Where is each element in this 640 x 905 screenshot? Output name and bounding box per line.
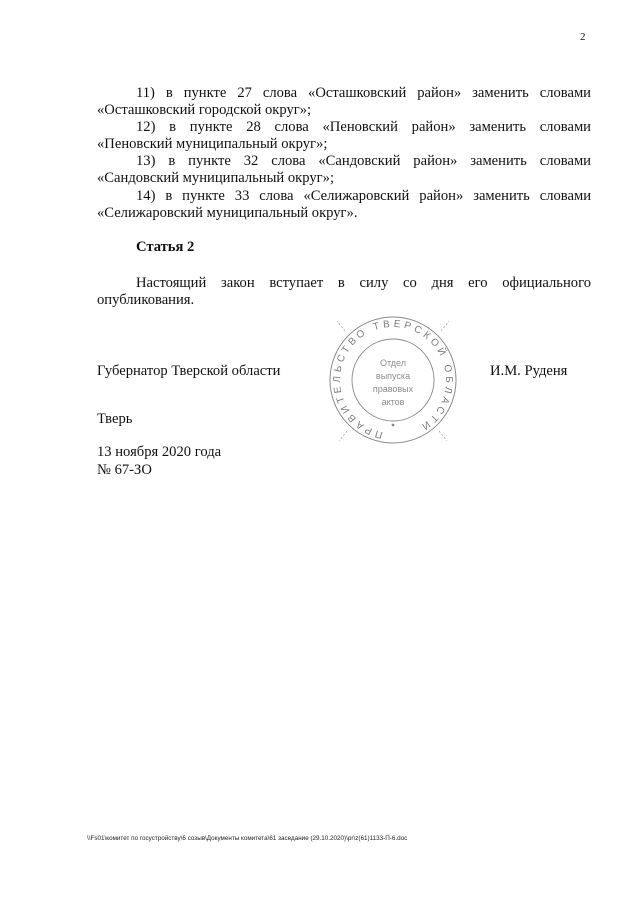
seal-center-line: актов (381, 397, 405, 407)
list-item (97, 119, 591, 153)
place: Тверь (97, 411, 133, 427)
file-path: \\Fs01\комитет по госустройству\6 созыв\Документы комитета\61 заседание (29.10.2020)\pr\z(61)1133-П-6.doc (87, 835, 408, 842)
list-item (97, 85, 591, 119)
law-number: № 67-ЗО (97, 462, 152, 478)
article-text-line: Настоящий закон вступает в силу со дня его официального (136, 275, 591, 291)
signature-position: Губернатор Тверской области (97, 363, 281, 379)
list-item-line: «Селижаровский муниципальный округ». (97, 205, 358, 221)
seal-center-line: Отдел (379, 358, 407, 368)
article-text (97, 275, 591, 309)
date: 13 ноября 2020 года (97, 444, 222, 460)
signature-name: И.М. Руденя (490, 363, 568, 379)
page-number: 2 (580, 31, 586, 43)
article-text-line: опубликования. (97, 292, 195, 308)
list-item-line: 14) в пункте 33 слова «Селижаровский район» заменить словами (136, 188, 591, 204)
seal-ring-text: ПРАВИТЕЛЬСТВО ТВЕРСКОЙ ОБЛАСТИ (331, 318, 455, 441)
list-item-line: «Пеновский муниципальный округ»; (97, 136, 328, 152)
seal-dot (392, 424, 395, 427)
list-item-line: 13) в пункте 32 слова «Сандовский район» заменить словами (136, 153, 591, 169)
list-item-line: 11) в пункте 27 слова «Осташковский район» заменить словами (136, 85, 591, 101)
list-item-line: «Сандовский муниципальный округ»; (97, 170, 335, 186)
official-seal (327, 313, 459, 453)
list-item (97, 188, 591, 222)
list-item-line: 12) в пункте 28 слова «Пеновский район» заменить словами (136, 119, 591, 135)
seal-center-line: правовых (372, 384, 414, 394)
list-item (97, 153, 591, 187)
article-heading: Статья 2 (136, 239, 195, 255)
seal-center-line: выпуска (375, 371, 411, 381)
list-item-line: «Осташковский городской округ»; (97, 102, 312, 118)
